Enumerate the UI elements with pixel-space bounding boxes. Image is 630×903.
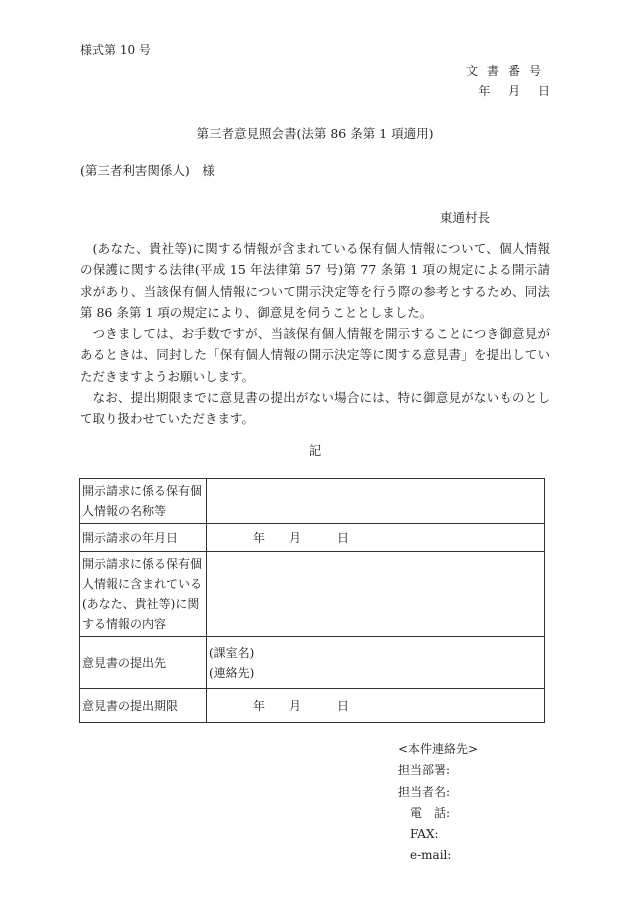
- table-label-deadline: 意見書の提出期限: [80, 689, 207, 723]
- ki-heading: 記: [308, 443, 322, 458]
- contact-fax: FAX:: [410, 827, 439, 842]
- contact-sublabel: (連絡先): [209, 665, 255, 680]
- table-value-deadline[interactable]: [207, 689, 545, 723]
- table-value-item-name[interactable]: [207, 479, 545, 524]
- contact-heading: <本件連絡先>: [398, 742, 479, 756]
- table-value-info-content[interactable]: [207, 552, 545, 637]
- document-date: 年 月 日: [478, 84, 550, 98]
- table-row: [80, 689, 545, 723]
- form-number: 様式第 10 号: [80, 43, 151, 57]
- info-table: [79, 478, 545, 723]
- date-year: 年: [253, 530, 266, 545]
- table-row: [80, 552, 545, 637]
- date-month: 月: [289, 530, 302, 545]
- contact-email: e-mail:: [410, 848, 452, 863]
- table-value-submission-dest[interactable]: [207, 637, 545, 689]
- table-row: [80, 479, 545, 524]
- contact-dept: 担当部署:: [398, 763, 451, 778]
- body-text: [80, 238, 550, 430]
- document-title: 第三者意見照会書(法第 86 条第 1 項適用): [196, 126, 434, 141]
- table-row: [80, 524, 545, 552]
- contact-phone: 電 話:: [410, 805, 451, 820]
- table-value-request-date[interactable]: [207, 524, 545, 552]
- body-paragraph: なお、提出期限までに意見書の提出がない場合には、特に御意見がないものとして取り扱わせていただきます。: [80, 390, 550, 427]
- addressee: (第三者利害関係人) 様: [80, 163, 215, 178]
- date-day: 日: [337, 530, 350, 545]
- document-number-label: 文書番号: [465, 64, 550, 78]
- contact-block: [398, 739, 478, 867]
- body-paragraph: (あなた、貴社等)に関する情報が含まれている保有個人情報について、個人情報の保護に関する法律(平成 15 年法律第 57 号)第 77 条第 1 項の規定による開示請求があり、当該保有個人情報について開示決定等を行う際の参考とするため、同法第 86 条第 1 項の規定により、御意見を伺うこととしました。: [80, 241, 550, 320]
- body-paragraph: つきましては、お手数ですが、当該保有個人情報を開示することにつき御意見があるときは、同封した「保有個人情報の開示決定等に関する意見書」を提出していただきますようお願いします。: [80, 326, 550, 384]
- table-label-item-name: 開示請求に係る保有個人情報の名称等: [80, 479, 207, 524]
- sender: 東通村長: [439, 210, 490, 225]
- date-year: 年: [253, 698, 266, 713]
- table-label-request-date: 開示請求の年月日: [80, 524, 207, 552]
- date-month: 月: [289, 698, 302, 713]
- table-label-info-content: 開示請求に係る保有個人情報に含まれている(あなた、貴社等)に関する情報の内容: [80, 552, 207, 637]
- date-day: 日: [337, 698, 350, 713]
- table-row: [80, 637, 545, 689]
- contact-person: 担当者名:: [398, 784, 451, 799]
- dept-sublabel: (課室名): [209, 645, 255, 660]
- table-label-submission-dest: 意見書の提出先: [80, 637, 207, 689]
